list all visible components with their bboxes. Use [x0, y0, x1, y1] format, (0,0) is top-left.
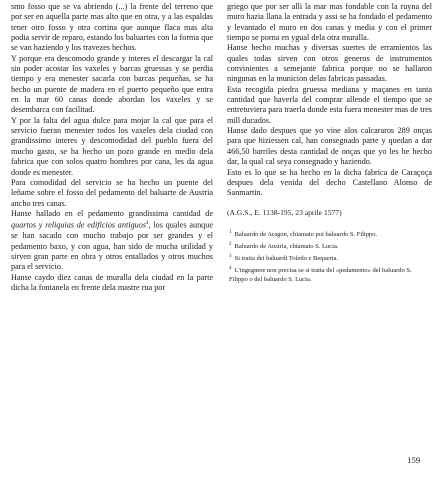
footnote-number: 4: [229, 266, 232, 272]
text-span: Hanse hallado en el pedamento grandissima cantidad de: [11, 208, 213, 218]
footnote-text: L'ingegnere non precisa se si tratta del «pedamento» del baluardo S. Filippo o del baluardo S. Lucia.: [229, 267, 412, 283]
paragraph: Hanse caydo diez canas de muralla dela ciudad en la parte dicha la fontanela en frente dela mastre rua por: [11, 272, 213, 293]
footnote: [227, 229, 432, 240]
paragraph: Y porque era descomodo grande y interes el descargar la cal sin poder acostar los vaxeles y barcas gruessas y se perdia tiempo y era menester sacarla con barcas pequeñas, se ha hecho un puente de madera en el puerto pequeño que entra en la mar 60 canas donde abordan los vaxeles y se desembarca con facilitad.: [11, 53, 213, 115]
right-column: [227, 2, 432, 286]
footnotes: [227, 229, 432, 284]
paragraph: smo fosso que se va abriendo (...) la frente del terreno que por ser en aquella parte mas alto que en otra, y a las espaldas tener otro fosso y otra cortina que aunque flaca mas alta podia servir de reparo, estando los baluartes con la forma que se van haziendo y los travezes hechos.: [11, 2, 213, 53]
footnote-text: Si tratta dei baluardi Toledo e Bequeria.: [234, 255, 339, 263]
footnote-number: 2: [229, 242, 232, 248]
footnote-number: 3: [229, 254, 232, 260]
footnote-text: Baluardo de Austria, chiamato S. Lucia.: [234, 243, 339, 251]
footnote-number: 1: [229, 229, 232, 235]
paragraph: Hanse hecho muchas y diversas suertes de erramientos las quales todas sirven con otros generos de instrumentos convinientes a semejante fabrica porque no se hallaron ningunas en la municion delas fabricas passadas.: [227, 43, 432, 84]
footnote: [227, 265, 432, 284]
paragraph: Esto es lo que se ha hecho en la dicha fabrica de Caraçoça despues dela venida del decho Castellano Alonso de Sanmartin.: [227, 167, 432, 198]
paragraph: Esta recogida piedra gruessa mediana y maçanes en tanta cantidad que haverla del comprar allende el tiempo que se entretuviera para traerla donde esta fuera menester mas de tres mill ducados.: [227, 84, 432, 125]
left-column: [11, 2, 213, 293]
footnote-text: Baluardo de Aragon, chiamato poi baluardo S. Filippo.: [234, 231, 378, 239]
footnote-ref: 4: [146, 221, 149, 227]
paragraph: Para comodidad del servicio se ha hecho un puente del leñame sobre el fosso del pedamento del baluarte de Austria ancho tres canas.: [11, 177, 213, 208]
text-span: , los quales aunque se han sacado con mucho trabajo por ser grandes y el pedamento baxo, y con agua, han sido de mucha utilidad y sirven gran parte en obra y otros entallados y otros muchos para el servicio.: [11, 220, 213, 272]
footnote: [227, 253, 432, 264]
paragraph: [11, 209, 213, 273]
italic-text: quartos y reliquias de edificios antiguos: [11, 220, 147, 230]
archive-citation: (A.G.S., E. 1138-195, 23 aprile 1577): [227, 207, 342, 217]
paragraph: Y por la falta del agua dulce para mojar la cal que para el servicio fueran menester todos los vaxeles dela ciudad con grandissimo interes y descomodidad del pueblo fuera del mucho gasto, se ha hecho un pozo grande en medio dela fabrica que con solos quatro hombres por cana, les da agua donde es menester.: [11, 115, 213, 177]
paragraph: Hanse dado despues que yo vine alos calcararos 289 onças para que hiziessen cal, han consegnado parte y quedan a dar 466,50 barriles desta cantidad de onças que yo les he hecho dar, la qual cal seya consegnado y haziendo.: [227, 126, 432, 167]
footnote: [227, 241, 432, 252]
page-number: 159: [407, 455, 421, 465]
paragraph: griego que por ser alli la mar mas fondable con la ruyna del muro hazia llana la entrada y assi se ha fondado el pedamento y levantado el muro en dos canas y media y con el primer tiempo se porna en ygual dela otra muralla.: [227, 2, 432, 43]
